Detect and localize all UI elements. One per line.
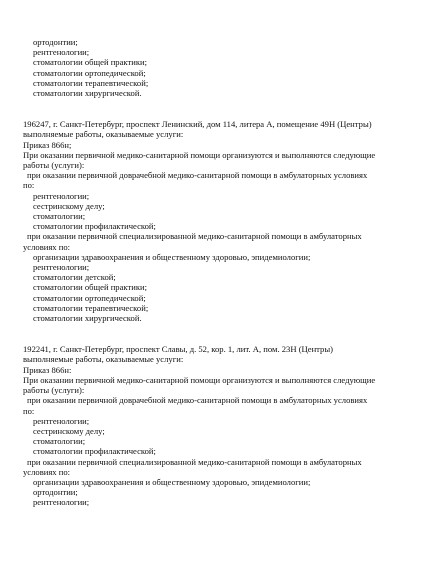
address-section-leninsky [23,119,413,323]
specialized-heading: при оказании первичной специализированной медико-санитарной помощи в амбулаторных [27,231,362,242]
list-item: стоматологии; [33,436,86,447]
list-item: стоматологии терапевтической; [33,77,149,88]
list-item: стоматологии профилактической; [33,221,156,232]
list-item: стоматологии общей практики; [33,282,147,293]
specialized-heading: при оказании первичной специализированной медико-санитарной помощи в амбулаторных [27,456,362,467]
list-item: организации здравоохранения и общественному здоровью, эпидемиологии; [33,476,311,487]
address-section-slavy [23,344,413,507]
list-item: рентгенологии; [33,415,90,426]
order-reference: Приказ 866н: [23,364,72,375]
prehospital-heading: при оказании первичной доврачебной медико-санитарной помощи в амбулаторных условиях [27,395,368,406]
continuation-list [23,37,413,98]
intro-line: При оказании первичной медико-санитарной помощи организуются и выполняются следующие [23,149,376,160]
prehospital-heading: при оказании первичной доврачебной медико-санитарной помощи в амбулаторных условиях [27,170,368,181]
intro-line: работы (услуги): [23,385,85,396]
intro-line: При оказании первичной медико-санитарной помощи организуются и выполняются следующие [23,374,376,385]
address-line: 192241, г. Санкт-Петербург, проспект Славы, д. 52, кор. 1, лит. А, пом. 23Н (Центры) [23,344,333,355]
prehospital-heading-cont: по: [23,405,35,416]
list-item: рентгенологии; [33,47,90,58]
address-subline: выполняемые работы, оказываемые услуги: [23,354,184,365]
list-item: стоматологии ортопедической; [33,292,146,303]
list-item: рентгенологии; [33,497,90,508]
list-item: стоматологии ортопедической; [33,67,146,78]
list-item: рентгенологии; [33,262,90,273]
list-item: стоматологии хирургической. [33,313,142,324]
list-item: стоматологии детской; [33,272,116,283]
list-item: сестринскому делу; [33,200,105,211]
list-item: стоматологии хирургической. [33,88,142,99]
document-body [23,37,413,508]
intro-line: работы (услуги): [23,160,85,171]
address-line: 196247, г. Санкт-Петербург, проспект Ленинский, дом 114, литера А, помещение 49Н (Центры) [23,119,372,130]
list-item: стоматологии терапевтической; [33,302,149,313]
specialized-heading-cont: условиях по: [23,466,71,477]
list-item: рентгенологии; [33,190,90,201]
list-item: сестринскому делу; [33,425,105,436]
order-reference: Приказ 866н; [23,139,72,150]
list-item: стоматологии; [33,211,86,222]
list-item: стоматологии общей практики; [33,57,147,68]
address-subline: выполняемые работы, оказываемые услуги: [23,129,184,140]
prehospital-heading-cont: по: [23,180,35,191]
specialized-heading-cont: условиях по: [23,241,71,252]
list-item: ортодонтии; [33,487,78,498]
list-item: ортодонтии; [33,37,78,47]
list-item: стоматологии профилактической; [33,446,156,457]
list-item: организации здравоохранения и общественному здоровью, эпидемиологии; [33,251,311,262]
